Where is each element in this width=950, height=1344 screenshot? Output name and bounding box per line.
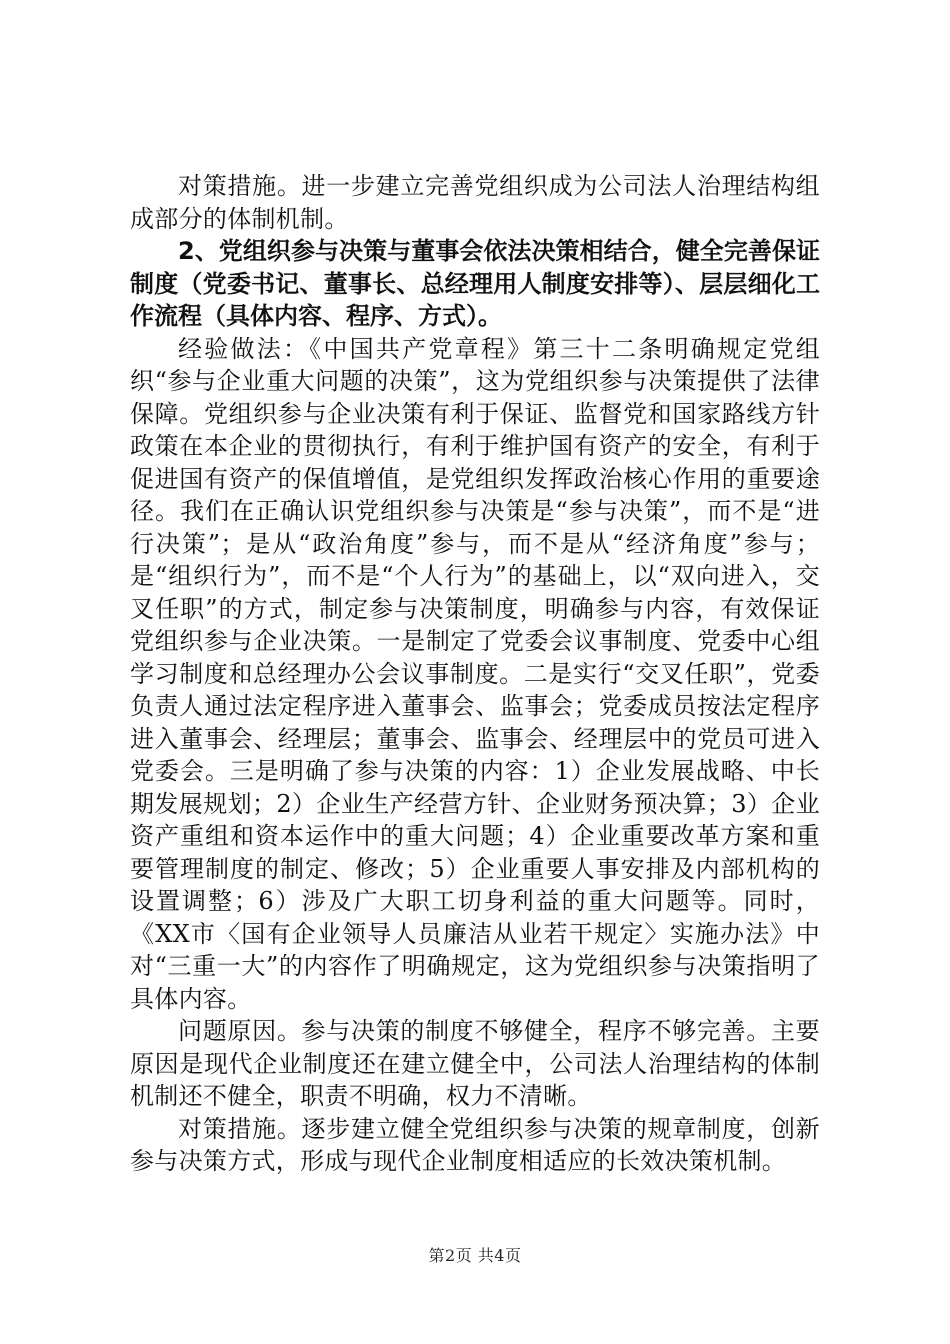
page-number-footer: 第2页 共4页 — [428, 1246, 522, 1265]
section-heading-2: 2、党组织参与决策与董事会依法决策相结合，健全完善保证制度（党委书记、董事长、总经理用人制度安排等）、层层细化工作流程（具体内容、程序、方式）。 — [130, 237, 820, 330]
paragraph-problem-cause: 问题原因。参与决策的制度不够健全，程序不够完善。主要原因是现代企业制度还在建立健全中，公司法人治理结构的体制机制还不健全，职责不明确，权力不清晰。 — [130, 1017, 820, 1110]
document-body — [130, 170, 820, 1178]
paragraph-countermeasure-1: 对策措施。进一步建立完善党组织成为公司法人治理结构组成部分的体制机制。 — [130, 172, 820, 233]
paragraph-experience: 经验做法：《中国共产党章程》第三十二条明确规定党组织“参与企业重大问题的决策”，这为党组织参与决策提供了法律保障。党组织参与企业决策有利于保证、监督党和国家路线方针政策在本企业的贯彻执行，有利于维护国有资产的安全，有利于促进国有资产的保值增值，是党组织发挥政治核心作用的重要途径。我们在正确认识党组织参与决策是“参与决策”，而不是“进行决策”；是从“政治角度”参与，而不是从“经济角度”参与；是“组织行为”，而不是“个人行为”的基础上，以“双向进入，交叉任职”的方式，制定参与决策制度，明确参与内容，有效保证党组织参与企业决策。一是制定了党委会议事制度、党委中心组学习制度和总经理办公会议事制度。二是实行“交叉任职”，党委负责人通过法定程序进入董事会、监事会；党委成员按法定程序进入董事会、经理层；董事会、监事会、经理层中的党员可进入党委会。三是明确了参与决策的内容：1）企业发展战略、中长期发展规划；2）企业生产经营方针、企业财务预决算；3）企业资产重组和资本运作中的重大问题；4）企业重要改革方案和重要管理制度的制定、修改；5）企业重要人事安排及内部机构的设置调整；6）涉及广大职工切身利益的重大问题等。同时，《XX市〈国有企业领导人员廉洁从业若干规定〉实施办法》中对“三重一大”的内容作了明确规定，这为党组织参与决策指明了具体内容。 — [130, 334, 820, 1013]
paragraph-countermeasure-2: 对策措施。逐步建立健全党组织参与决策的规章制度，创新参与决策方式，形成与现代企业制度相适应的长效决策机制。 — [130, 1114, 820, 1175]
